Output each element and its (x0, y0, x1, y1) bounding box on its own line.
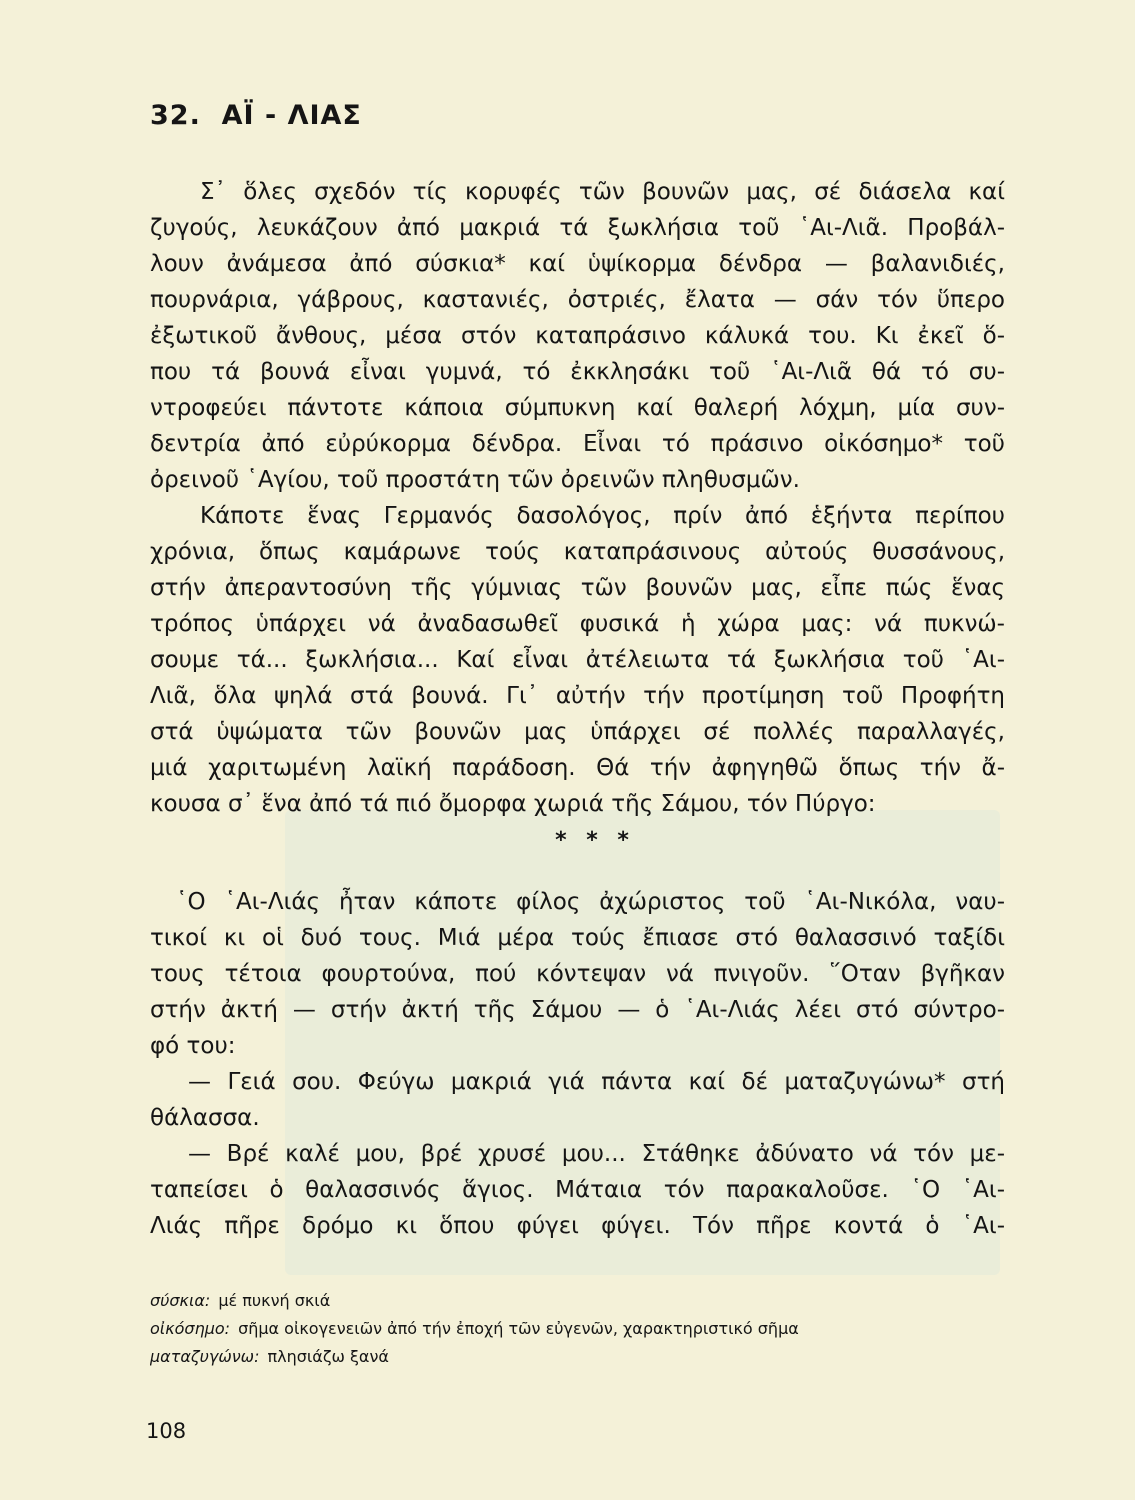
text-line: χρόνια, ὅπως καμάρωνε τούς καταπράσινους αὐτούς θυσσάνους, (150, 539, 1005, 565)
text-line: στήν ἀκτή — στήν ἀκτή τῆς Σάμου — ὁ ῾Αι-Λιάς λέει στό σύντρο- (150, 997, 1005, 1023)
paragraph-4 (150, 1064, 1005, 1136)
text-line: σουμε τά... ξωκλήσια... Καί εἶναι ἀτέλειωτα τά ξωκλήσια τοῦ ῾Αι- (150, 647, 1005, 673)
text-line: που τά βουνά εἶναι γυμνά, τό ἐκκλησάκι τοῦ ῾Αι-Λιᾶ θά τό συ- (150, 359, 1005, 385)
footnote-term: ματαζυγώνω: (150, 1347, 260, 1366)
text-line: τους τέτοια φουρτούνα, πού κόντεψαν νά πνιγοῦν. ῞Οταν βγῆκαν (150, 961, 1005, 987)
page-number: 108 (146, 1419, 187, 1443)
text-line: κουσα σ᾽ ἕνα ἀπό τά πιό ὄμορφα χωριά τῆς Σάμου, τόν Πύργο: (150, 791, 876, 817)
text-line: ῾Ο ῾Αι-Λιάς ἦταν κάποτε φίλος ἀχώριστος τοῦ ῾Αι-Νικόλα, ναυ- (176, 889, 1005, 915)
section-separator: * * * (555, 828, 635, 853)
text-line: θάλασσα. (150, 1105, 260, 1131)
footnote-term: σύσκια: (150, 1291, 211, 1310)
text-line: πουρνάρια, γάβρους, καστανιές, ὀστριές, ἔλατα — σάν τόν ὕπερο (150, 287, 1005, 313)
text-line: ἐξωτικοῦ ἄνθους, μέσα στόν καταπράσινο κάλυκά του. Κι ἐκεῖ ὅ- (150, 323, 1005, 349)
footnote (150, 1287, 1010, 1315)
text-line: ταπείσει ὁ θαλασσινός ἅγιος. Μάταια τόν παρακαλοῦσε. ῾Ο ῾Αι- (150, 1177, 1005, 1203)
footnote-definition: σῆμα οἰκογενειῶν ἀπό τήν ἐποχή τῶν εὐγενῶν, χαρακτηριστικό σῆμα (238, 1319, 799, 1338)
text-line: φό του: (150, 1033, 236, 1059)
text-line: στήν ἀπεραντοσύνη τῆς γύμνιας τῶν βουνῶν μας, εἶπε πώς ἕνας (150, 575, 1005, 601)
text-line: λουν ἀνάμεσα ἀπό σύσκια* καί ὑψίκορμα δένδρα — βαλανιδιές, (150, 251, 1005, 277)
text-line: μιά χαριτωμένη λαϊκή παράδοση. Θά τήν ἀφηγηθῶ ὅπως τήν ἄ- (150, 755, 1005, 781)
text-line: Σ᾽ ὅλες σχεδόν τίς κορυφές τῶν βουνῶν μας, σέ διάσελα καί (200, 179, 1005, 205)
text-line: Λιάς πῆρε δρόμο κι ὅπου φύγει φύγει. Τόν πῆρε κοντά ὁ ῾Αι- (150, 1213, 1005, 1239)
text-line: στά ὑψώματα τῶν βουνῶν μας ὑπάρχει σέ πολλές παραλλαγές, (150, 719, 1005, 745)
text-line: ὀρεινοῦ ῾Αγίου, τοῦ προστάτη τῶν ὀρεινῶν πληθυσμῶν. (150, 467, 800, 493)
text-line: Κάποτε ἕνας Γερμανός δασολόγος, πρίν ἀπό ἑξήντα περίπου (200, 503, 1005, 529)
paragraph-5 (150, 1136, 1005, 1244)
footnote (150, 1343, 1010, 1371)
text-line: Λιᾶ, ὅλα ψηλά στά βουνά. Γι᾽ αὐτήν τήν προτίμηση τοῦ Προφήτη (150, 683, 1005, 709)
text-line: ζυγούς, λευκάζουν ἀπό μακριά τά ξωκλήσια τοῦ ῾Αι-Λιᾶ. Προβάλ- (150, 215, 1005, 241)
text-line: τρόπος ὑπάρχει νά ἀναδασωθεῖ φυσικά ἡ χώρα μας: νά πυκνώ- (150, 611, 1005, 637)
footnotes (150, 1287, 1010, 1371)
footnote (150, 1315, 1010, 1343)
footnote-definition: πλησιάζω ξανά (267, 1347, 389, 1366)
paragraph-2 (150, 498, 1005, 822)
paragraph-3 (150, 884, 1005, 1064)
chapter-title: 32. ΑΪ - ΛΙΑΣ (150, 100, 362, 131)
text-line: δεντρία ἀπό εὐρύκορμα δένδρα. Εἶναι τό πράσινο οἰκόσημο* τοῦ (150, 431, 1005, 457)
text-line: — Βρέ καλέ μου, βρέ χρυσέ μου... Στάθηκε ἀδύνατο νά τόν με- (188, 1141, 1005, 1167)
paragraph-1 (150, 174, 1005, 498)
text-line: ντροφεύει πάντοτε κάποια σύμπυκνη καί θαλερή λόχμη, μία συν- (150, 395, 1005, 421)
footnote-term: οἰκόσημο: (150, 1319, 231, 1338)
text-line: — Γειά σου. Φεύγω μακριά γιά πάντα καί δέ ματαζυγώνω* στή (188, 1069, 1005, 1095)
footnote-definition: μέ πυκνή σκιά (218, 1291, 331, 1310)
text-line: τικοί κι οἱ δυό τους. Μιά μέρα τούς ἔπιασε στό θαλασσινό ταξίδι (150, 925, 1005, 951)
